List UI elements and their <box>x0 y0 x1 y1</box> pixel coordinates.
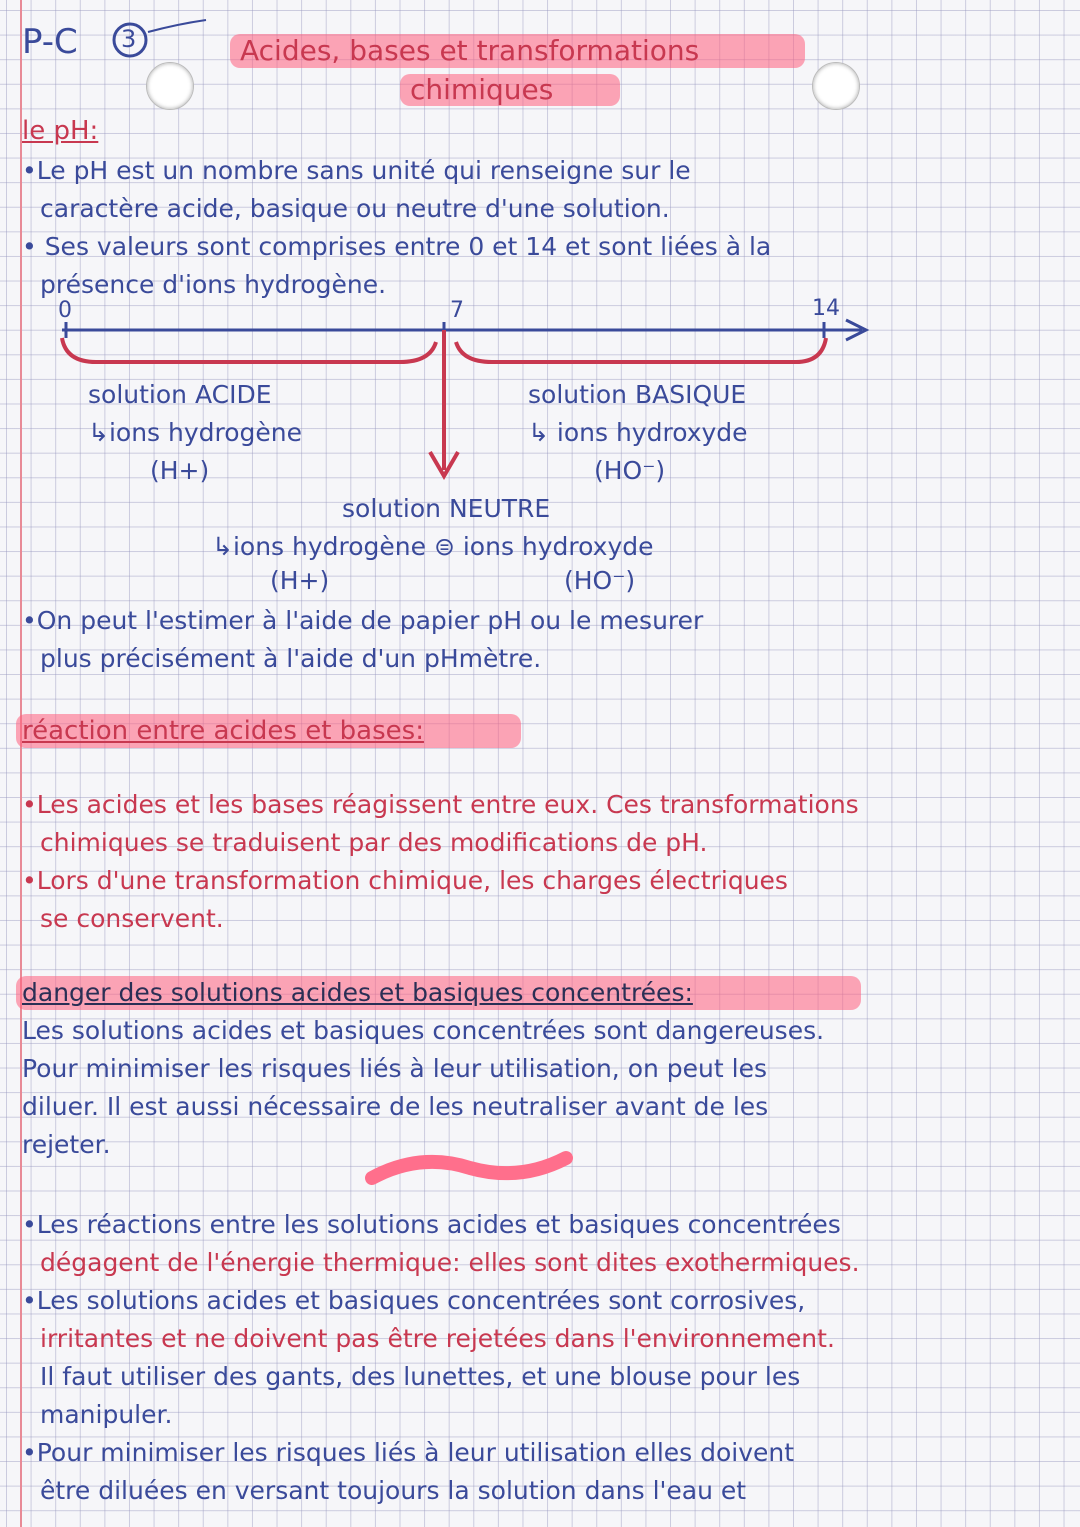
decorative-wave <box>360 1148 580 1198</box>
neutral-formula-h: (H+) <box>270 566 330 595</box>
acid-brace <box>62 338 436 362</box>
neutral-formula-ho: (HO⁻) <box>564 566 636 595</box>
basic-brace <box>456 338 826 362</box>
danger-para1-line2: Pour minimiser les risques liés à leur utilisation, on peut les <box>22 1054 767 1083</box>
binder-hole-left <box>146 62 194 110</box>
reaction-para2-line1: •Lors d'une transformation chimique, les charges électriques <box>22 866 788 895</box>
neutral-ions-label: ↳ions hydrogène ⊜ ions hydroxyde <box>212 532 654 561</box>
acid-solution-label: solution ACIDE <box>88 380 272 409</box>
ph-tick-label-7: 7 <box>450 298 464 323</box>
danger-para4-line2: être diluées en versant toujours la solution dans l'eau et <box>40 1476 747 1505</box>
ph-para1-line2: caractère acide, basique ou neutre d'une solution. <box>40 194 670 223</box>
danger-para2-line2: dégagent de l'énergie thermique: elles sont dites exothermiques. <box>40 1248 860 1277</box>
acid-formula: (H+) <box>150 456 210 485</box>
reaction-para2-line2: se conservent. <box>40 904 224 933</box>
basic-ions-label: ↳ ions hydroxyde <box>528 418 748 447</box>
danger-para2-line1: •Les réactions entre les solutions acides et basiques concentrées <box>22 1210 841 1239</box>
acid-ions-label: ↳ions hydrogène <box>88 418 303 447</box>
basic-solution-label: solution BASIQUE <box>528 380 747 409</box>
basic-formula: (HO⁻) <box>594 456 666 485</box>
ph-para3-line1: •On peut l'estimer à l'aide de papier pH ou le mesurer <box>22 606 704 635</box>
danger-para4-line1: •Pour minimiser les risques liés à leur utilisation elles doivent <box>22 1438 795 1467</box>
ph-tick-label-0: 0 <box>58 298 72 323</box>
danger-para1-line4: rejeter. <box>22 1130 111 1159</box>
ph-para2-line1: • Ses valeurs sont comprises entre 0 et 14 et sont liées à la <box>22 232 772 261</box>
section-heading-reaction: réaction entre acides et bases: <box>22 716 424 746</box>
danger-para3-line2: irritantes et ne doivent pas être rejetées dans l'environnement. <box>40 1324 835 1353</box>
ph-tick-label-14: 14 <box>812 296 840 321</box>
danger-para1-line3: diluer. Il est aussi nécessaire de les neutraliser avant de les <box>22 1092 769 1121</box>
danger-para3-line3: Il faut utiliser des gants, des lunettes, et une blouse pour les <box>40 1362 801 1391</box>
neutral-solution-label: solution NEUTRE <box>342 494 551 523</box>
reaction-para1-line2: chimiques se traduisent par des modifications de pH. <box>40 828 708 857</box>
page-title-line2: chimiques <box>410 73 554 106</box>
section-heading-ph: le pH: <box>22 116 99 146</box>
reaction-para1-line1: •Les acides et les bases réagissent entre eux. Ces transformations <box>22 790 859 819</box>
danger-para3-line4: manipuler. <box>40 1400 173 1429</box>
ph-para2-line2: présence d'ions hydrogène. <box>40 270 387 299</box>
binder-hole-right <box>812 62 860 110</box>
danger-para1-line1: Les solutions acides et basiques concentrées sont dangereuses. <box>22 1016 825 1045</box>
page-code: P-C <box>22 22 78 62</box>
section-heading-danger: danger des solutions acides et basiques concentrées: <box>22 978 693 1007</box>
ph-para1-line1: •Le pH est un nombre sans unité qui renseigne sur le <box>22 156 691 185</box>
page-number: 3 <box>121 25 137 53</box>
page-title-line1: Acides, bases et transformations <box>240 34 700 67</box>
ph-para3-line2: plus précisément à l'aide d'un pHmètre. <box>40 644 542 673</box>
danger-para3-line1: •Les solutions acides et basiques concentrées sont corrosives, <box>22 1286 806 1315</box>
